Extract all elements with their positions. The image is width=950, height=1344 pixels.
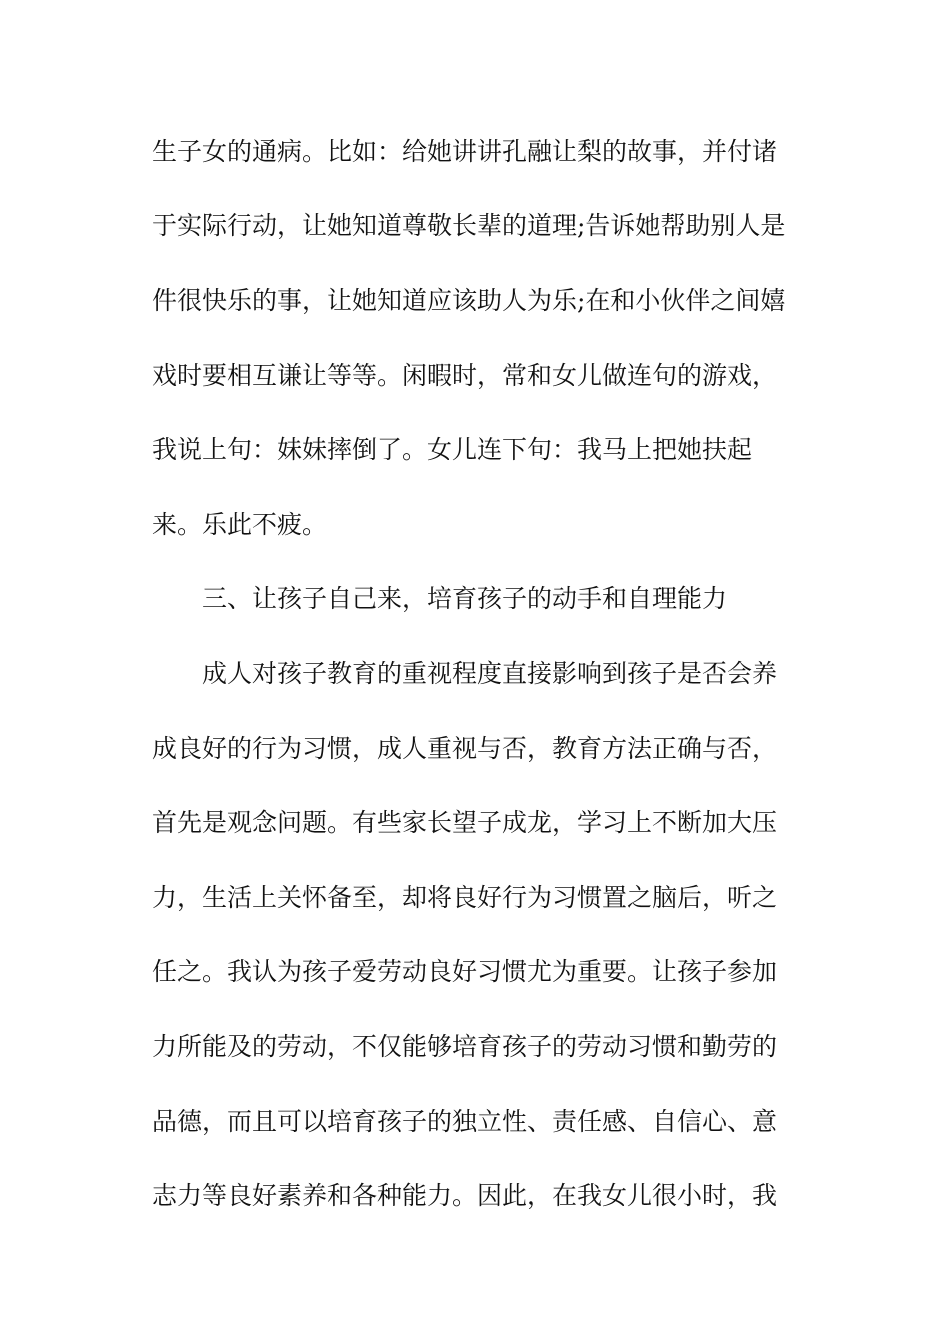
text-line: 于实际行动，让她知道尊敬长辈的道理;告诉她帮助别人是: [152, 211, 786, 240]
text-line: 首先是观念问题。有些家长望子成龙，学习上不断加大压: [152, 808, 778, 837]
text-line: 任之。我认为孩子爱劳动良好习惯尤为重要。让孩子参加: [152, 957, 778, 986]
text-line: 成人对孩子教育的重视程度直接影响到孩子是否会养: [202, 659, 778, 688]
text-line: 生子女的通病。比如：给她讲讲孔融让梨的故事，并付诸: [152, 137, 778, 166]
section-heading: 三、让孩子自己来，培育孩子的动手和自理能力: [202, 584, 728, 613]
text-line: 来。乐此不疲。: [152, 510, 328, 539]
text-line: 品德，而且可以培育孩子的独立性、责任感、自信心、意: [152, 1107, 778, 1136]
text-line: 力所能及的劳动，不仅能够培育孩子的劳动习惯和勤劳的: [152, 1032, 778, 1061]
text-line: 志力等良好素养和各种能力。因此，在我女儿很小时，我: [152, 1181, 778, 1210]
text-line: 力，生活上关怀备至，却将良好行为习惯置之脑后，听之: [152, 883, 778, 912]
text-line: 件很快乐的事，让她知道应该助人为乐;在和小伙伴之间嬉: [152, 286, 786, 315]
text-line: 我说上句：妹妹摔倒了。女儿连下句：我马上把她扶起: [152, 435, 753, 464]
text-line: 成良好的行为习惯，成人重视与否，教育方法正确与否，: [152, 734, 778, 763]
text-line: 戏时要相互谦让等等。闲暇时，常和女儿做连句的游戏，: [152, 361, 778, 390]
